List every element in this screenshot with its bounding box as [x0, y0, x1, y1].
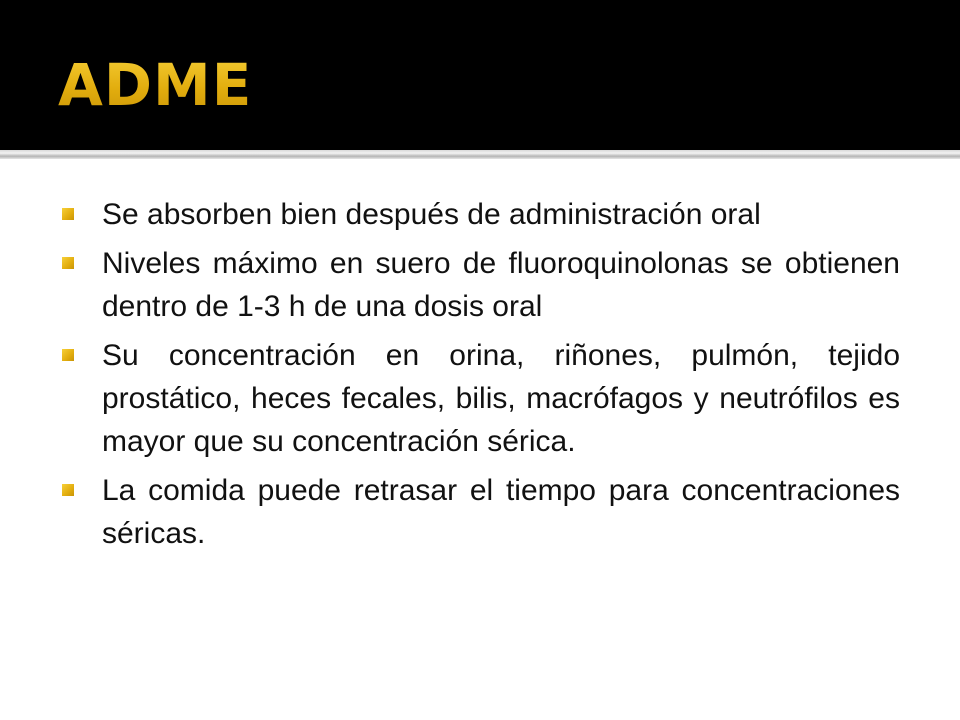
title-divider: [0, 150, 960, 159]
square-bullet-icon: [62, 349, 74, 361]
bullet-text: Su concentración en orina, riñones, pulmón, tejido prostático, heces fecales, bilis, macrófagos y neutrófilos es mayor que su concentración sérica.: [102, 339, 900, 458]
bullet-item: [62, 469, 900, 555]
slide-title: ADME: [58, 51, 253, 119]
bullet-item: [62, 242, 900, 328]
bullet-text: Se absorben bien después de administración oral: [102, 198, 761, 231]
title-bar: [0, 0, 960, 150]
bullet-item: [62, 193, 900, 236]
bullet-text: La comida puede retrasar el tiempo para concentraciones séricas.: [102, 474, 900, 550]
square-bullet-icon: [62, 257, 74, 269]
bullet-item: [62, 334, 900, 463]
square-bullet-icon: [62, 484, 74, 496]
square-bullet-icon: [62, 208, 74, 220]
bullet-text: Niveles máximo en suero de fluoroquinolonas se obtienen dentro de 1-3 h de una dosis oral: [102, 247, 900, 323]
bullet-list: [62, 193, 900, 561]
